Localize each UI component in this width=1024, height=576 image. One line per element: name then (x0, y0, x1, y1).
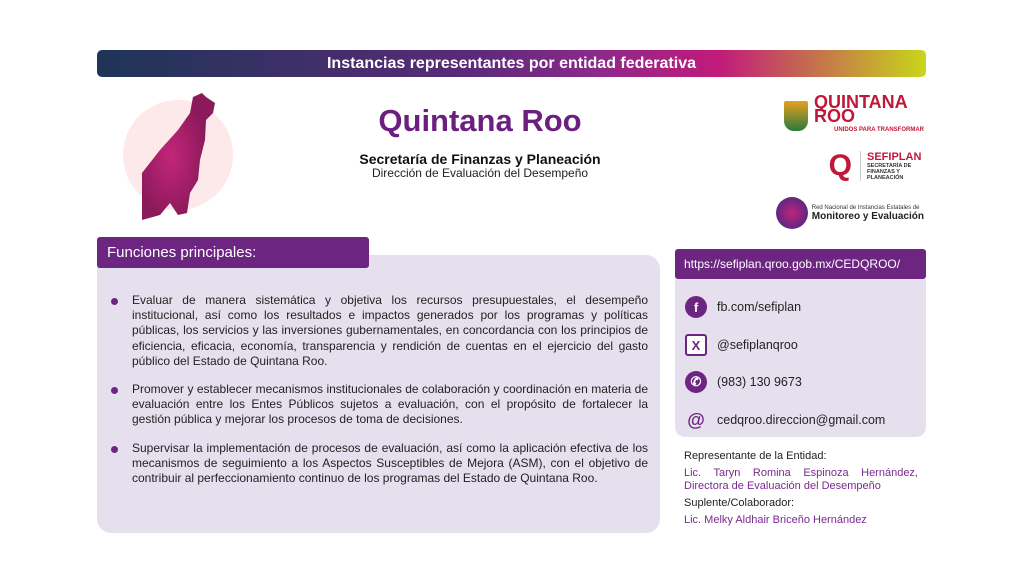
contact-panel (675, 279, 926, 437)
function-item: Promover y establecer mecanismos institucionales de colaboración y coordinación en materia de evaluación entre los Entes Públicos sujetos a evaluación, con el propósito de fortalecer la gestión pública y mejorar los procesos de toma de decisiones. (111, 382, 648, 428)
state-title: Quintana Roo (378, 103, 582, 138)
function-item: Supervisar la implementación de procesos de evaluación, así como la aplicación efectiva de los mecanismos de seguimiento a los Aspectos Susceptibles de Mejora (ASM), con el objetivo de contribuir al perfeccionamiento continuo de los programas del Estado de Quintana Roo. (111, 441, 648, 487)
website-link[interactable]: https://sefiplan.qroo.gob.mx/CEDQROO/ (675, 249, 926, 279)
department-name: Dirección de Evaluación del Desempeño (371, 166, 589, 180)
phone-link[interactable]: ✆ (983) 130 9673 (685, 371, 802, 393)
quintana-roo-logo: QUINTANA ROO UNIDOS PARA TRANSFORMAR (776, 95, 924, 137)
logos (776, 92, 924, 229)
page-banner: Instancias representantes por entidad federativa (97, 50, 926, 77)
bullet-icon (111, 446, 118, 453)
q-icon: Q (828, 149, 852, 182)
bullet-icon (111, 298, 118, 305)
bullet-icon (111, 387, 118, 394)
network-globe-icon (776, 197, 808, 229)
email-link[interactable]: @ cedqroo.direccion@gmail.com (685, 409, 885, 431)
phone-icon: ✆ (685, 371, 707, 393)
sefiplan-logo: Q SEFIPLAN SECRETARÍA DE FINANZAS Y PLANEACIÓN (776, 149, 924, 183)
function-item: Evaluar de manera sistemática y objetiva los recursos presupuestales, el desempeño institucional, así como los resultados e impactos generados por los programas y políticas públicas, los servicios y las inversiones gubernamentales, en concordancia con los principios de eficiencia, eficacia, economía, transparencia y rendición de cuentas en el ejercicio del gasto público del Estado de Quintana Roo. (111, 293, 648, 369)
at-icon: @ (687, 409, 705, 430)
representatives: Representante de la Entidad: Lic. Taryn Romina Espinoza Hernández, Directora de Evaluación del Desempeño Suplente/Colaborador: Lic. Melky Aldhair Briceño Hernández (684, 450, 918, 526)
red-nacional-logo: Red Nacional de Instancias Estatales de Monitoreo y Evaluación (776, 197, 924, 229)
functions-panel (97, 255, 660, 533)
functions-heading: Funciones principales: (97, 237, 369, 268)
x-link[interactable]: X @sefiplanqroo (685, 334, 798, 356)
facebook-link[interactable]: f fb.com/sefiplan (685, 296, 801, 318)
agency-name: Secretaría de Finanzas y Planeación (359, 151, 601, 167)
x-icon: X (685, 334, 707, 356)
facebook-icon: f (685, 296, 707, 318)
quintana-roo-map-icon (120, 85, 240, 235)
coat-of-arms-icon (784, 101, 808, 131)
